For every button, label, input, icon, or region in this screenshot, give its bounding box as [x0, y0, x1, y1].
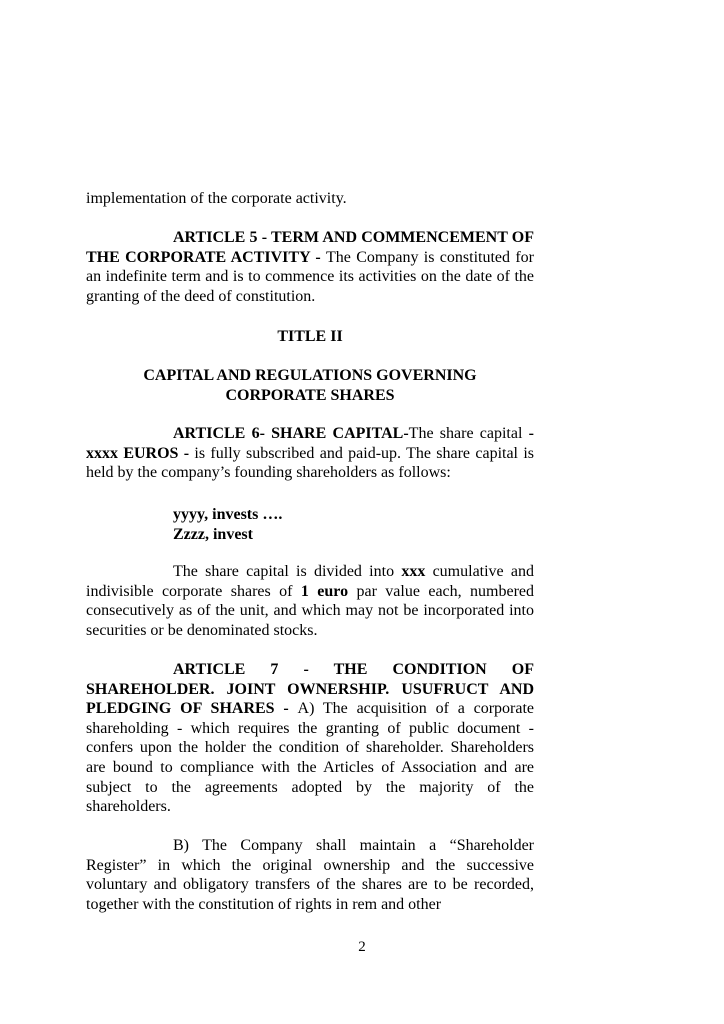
subtitle-line-2: CORPORATE SHARES	[225, 386, 395, 404]
article-6-division-paragraph: The share capital is divided into xxx cumulative and indivisible corporate shares of 1 euro par value each, numbered consecutively as of the unit, and which may not be incorporated into securities or be denominated stocks.	[86, 563, 535, 639]
article-6-heading: ARTICLE 6- SHARE CAPITAL-	[173, 425, 409, 442]
intro-line: implementation of the corporate activity.	[86, 190, 347, 207]
shareholder-item: yyyy, invests ….	[173, 506, 283, 523]
article-6-text-1: The share capital	[408, 425, 529, 442]
article-7-separator: -	[274, 700, 298, 718]
article-5-separator: -	[310, 248, 327, 266]
par-value: 1 euro	[300, 582, 349, 600]
article-7-paragraph	[86, 660, 534, 817]
page-number: 2	[358, 939, 366, 955]
article-5-body: The Company is constituted for an indefinite term and is to commence its activities on the date of the granting of the deed of constitution.	[86, 248, 534, 305]
article-7-part-b: B) The Company shall maintain a “Shareholder Register” in which the original ownership and the successive voluntary and obligatory transfers of the shares are to be recorded, together with the constitution of rights in rem and other	[86, 837, 534, 913]
article-7-part-a: A) The acquisition of a corporate shareholding - which requires the granting of public document - confers upon the holder the condition of shareholder. Shareholders are bound to compliance with the Articles of Association and are subject to the agreements adopted by the majority of the shareholders.	[86, 700, 535, 816]
article-6-amount: - xxxx EUROS -	[86, 425, 534, 462]
article-6-paragraph	[86, 424, 534, 483]
title-ii: TITLE II	[277, 328, 343, 345]
shareholder-list	[173, 505, 282, 544]
article-7-heading: ARTICLE 7 - THE CONDITION OF SHAREHOLDER. JOINT OWNERSHIP. USUFRUCT AND PLEDGING OF SHARES	[86, 661, 534, 718]
share-count: xxx	[401, 563, 426, 580]
shareholder-item: Zzzz, invest	[173, 525, 253, 543]
title-ii-subtitle	[86, 366, 534, 405]
article-6-text-2: is fully subscribed and paid-up. The share capital is held by the company’s founding shareholders as follows:	[86, 444, 535, 482]
article-5-heading: ARTICLE 5 - TERM AND COMMENCEMENT OF THE CORPORATE ACTIVITY	[86, 229, 534, 266]
subtitle-line-1: CAPITAL AND REGULATIONS GOVERNING	[143, 367, 477, 384]
article-5-paragraph	[86, 228, 534, 306]
